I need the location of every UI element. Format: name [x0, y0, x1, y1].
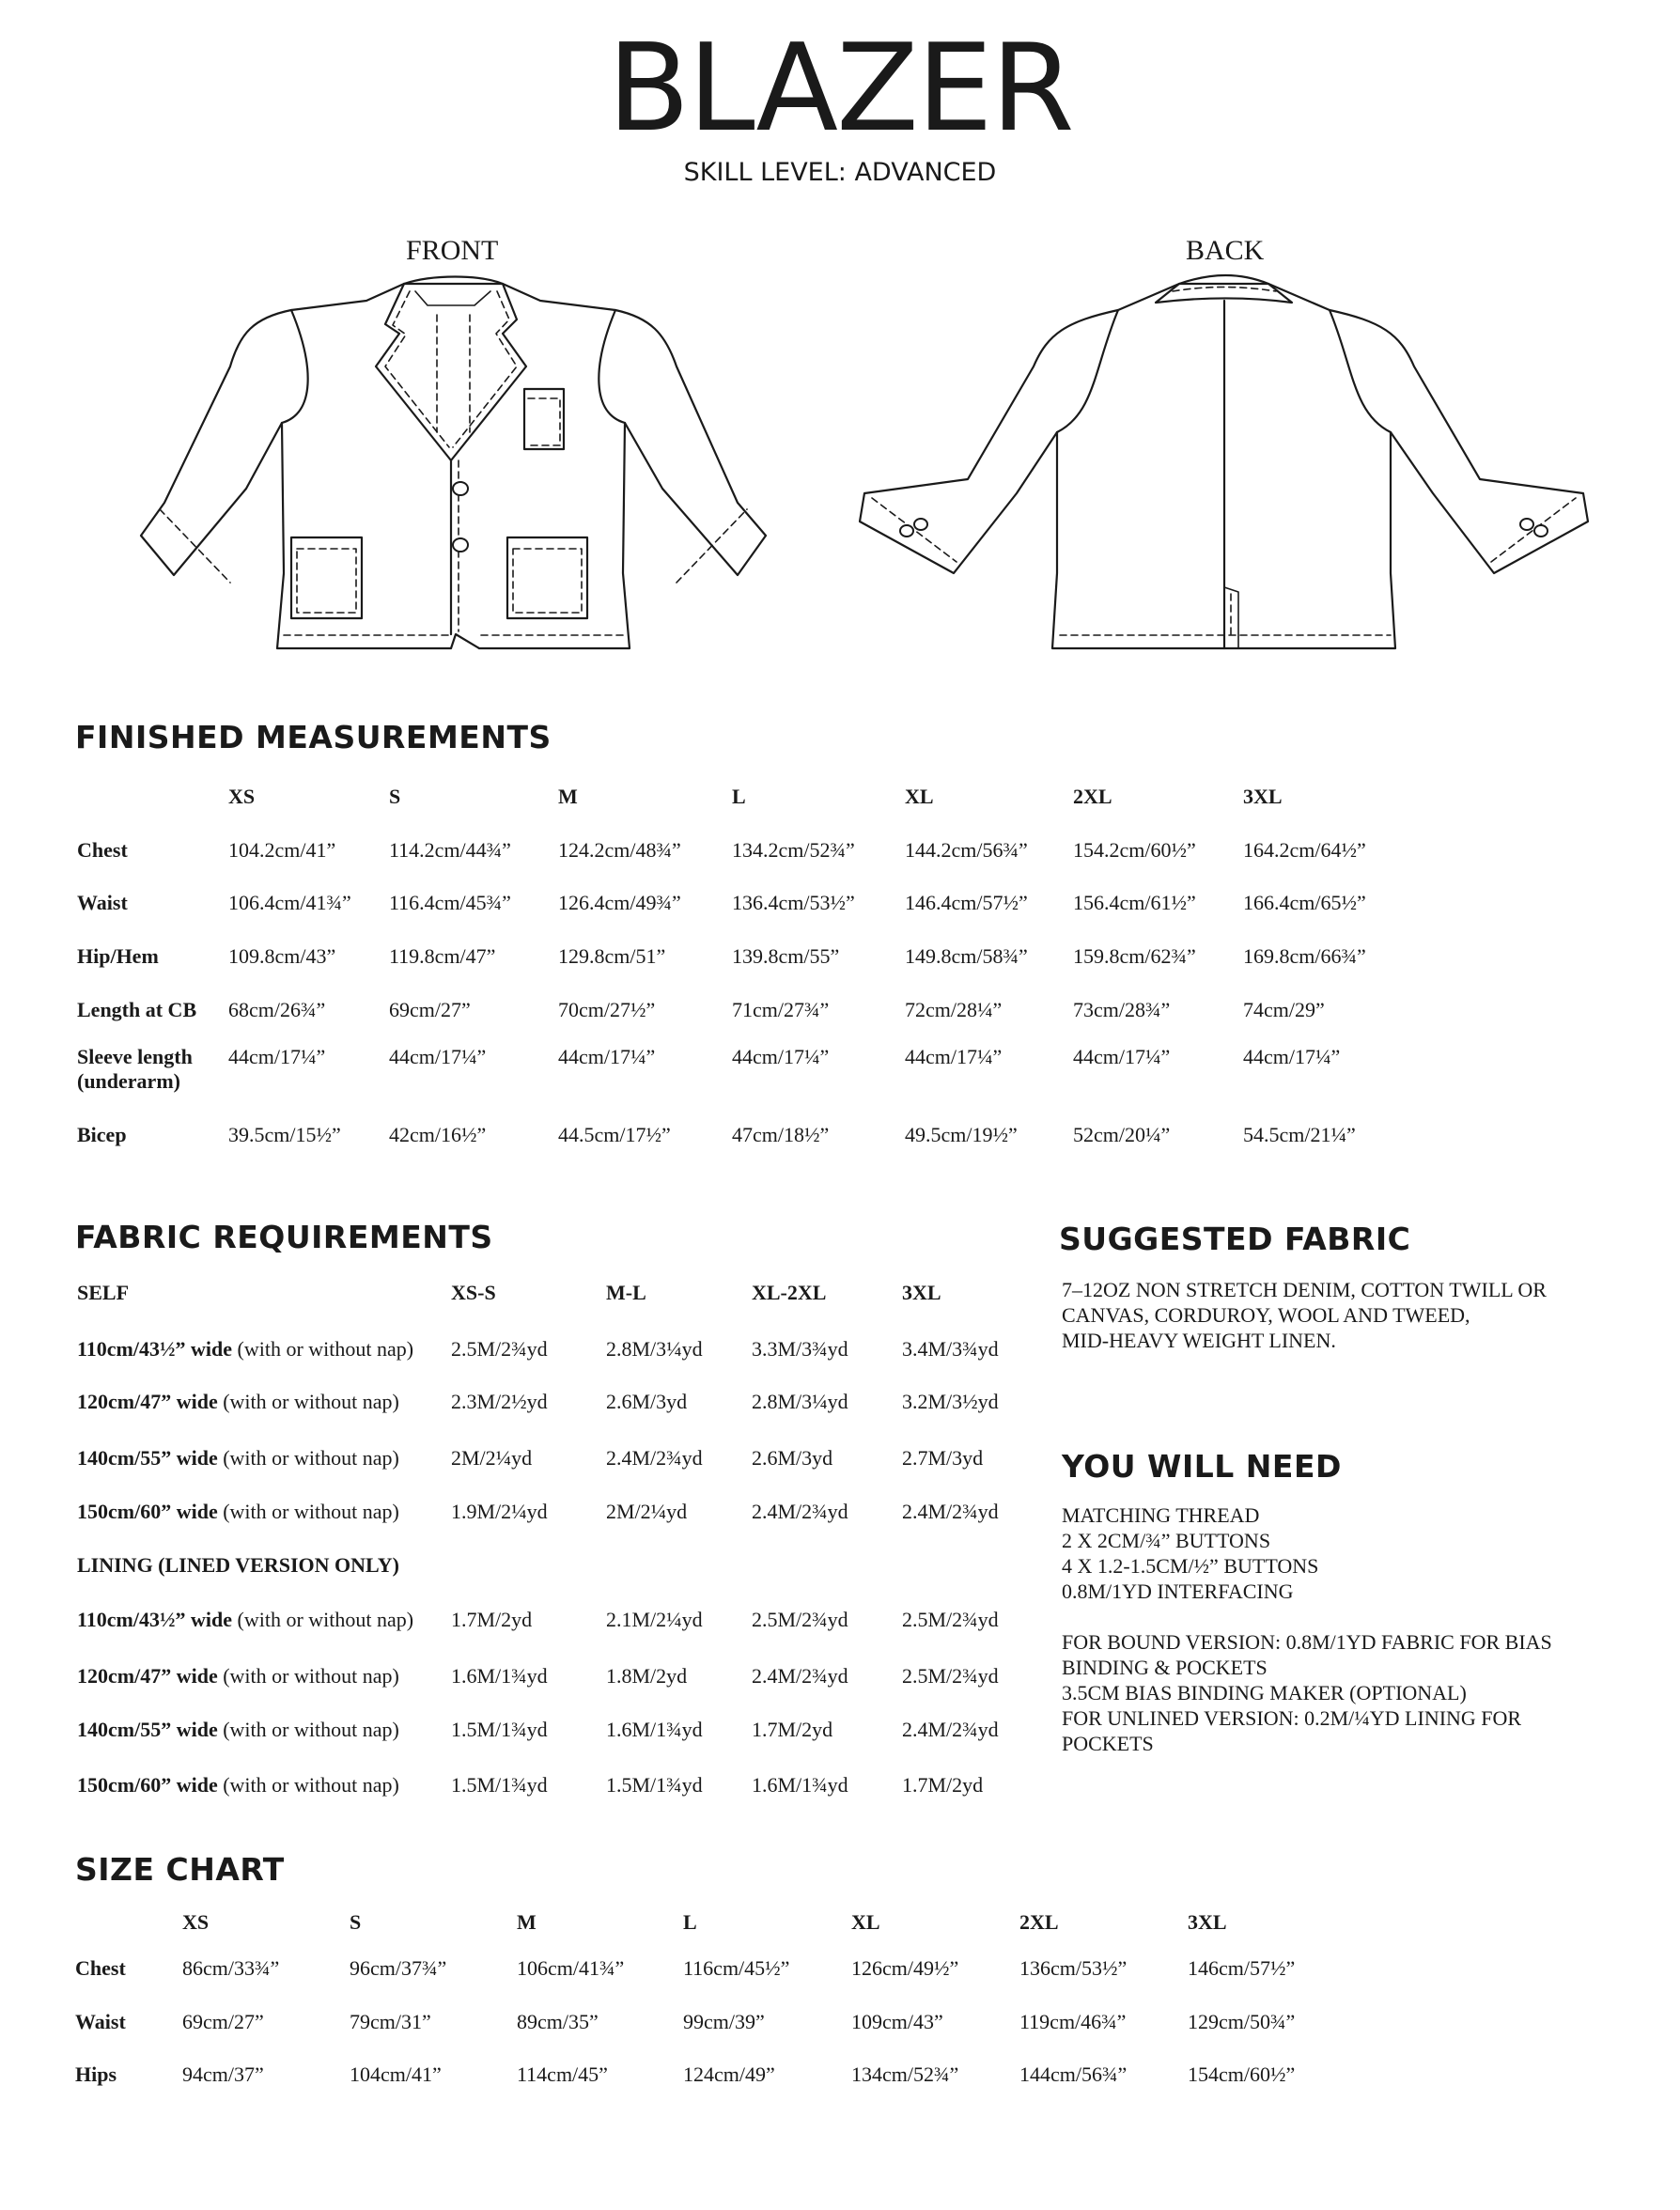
fabric-row-label [77, 1337, 413, 1362]
table-cell: 2.6M/3yd [606, 1390, 688, 1413]
table-cell: 129.8cm/51” [558, 944, 666, 968]
row-label: Hip/Hem [77, 944, 159, 968]
table-cell: 3.3M/3¾yd [752, 1337, 848, 1361]
size-chart-header: 2XL [1019, 1910, 1059, 1934]
fabric-row-label [77, 1664, 399, 1689]
fabric-size-header: XL-2XL [752, 1281, 827, 1304]
table-cell: 70cm/27½” [558, 998, 656, 1021]
table-cell: 42cm/16½” [389, 1123, 487, 1146]
table-cell: 154cm/60½” [1188, 2062, 1296, 2086]
table-cell: 44cm/17¼” [228, 1045, 326, 1068]
fabric-size-header: M-L [606, 1281, 646, 1304]
table-cell: 136cm/53½” [1019, 1956, 1128, 1980]
table-cell: 1.5M/1¾yd [606, 1773, 703, 1797]
table-cell: 2.4M/2¾yd [752, 1500, 848, 1523]
finished-measurements-heading: FINISHED MEASUREMENTS [75, 719, 552, 755]
nap-note: (with or without nap) [223, 1664, 399, 1688]
you-will-need-text: MATCHING THREAD 2 X 2CM/¾” BUTTONS 4 X 1.2-1.5CM/½” BUTTONS 0.8M/1YD INTERFACING FOR BOUND VERSION: 0.8M/1YD FABRIC FOR BIAS BINDING & POCKETS 3.5CM BIAS BINDING MAKER (OPTIONAL) FOR UNLINED VERSION: 0.2M/¼YD LINING FOR POCKETS [1062, 1503, 1552, 1755]
table-cell: 114.2cm/44¾” [389, 838, 511, 862]
fabric-width: 110cm/43½” wide [77, 1608, 232, 1631]
page-title: BLAZER [607, 19, 1073, 159]
row-label: Bicep [77, 1123, 127, 1146]
nap-note: (with or without nap) [223, 1718, 399, 1741]
back-view-label: BACK [1186, 235, 1265, 266]
fabric-width: 140cm/55” wide [77, 1446, 218, 1470]
table-cell: 44.5cm/17½” [558, 1123, 671, 1146]
table-cell: 2.4M/2¾yd [606, 1446, 703, 1470]
row-label: Length at CB [77, 998, 197, 1021]
table-cell: 44cm/17¼” [389, 1045, 487, 1068]
front-view-label: FRONT [406, 235, 499, 266]
fabric-row-label [77, 1718, 399, 1742]
table-cell: 156.4cm/61½” [1073, 891, 1196, 914]
table-cell: 164.2cm/64½” [1243, 838, 1366, 862]
table-cell: 2.5M/2¾yd [752, 1608, 848, 1631]
nap-note: (with or without nap) [223, 1446, 399, 1470]
size-chart-header: XS [182, 1910, 210, 1934]
table-cell: 134.2cm/52¾” [732, 838, 855, 862]
table-cell: 1.7M/2yd [451, 1608, 533, 1631]
table-cell: 74cm/29” [1243, 998, 1325, 1021]
row-label: Hips [75, 2062, 117, 2086]
table-cell: 126cm/49½” [851, 1956, 959, 1980]
nap-note: (with or without nap) [223, 1773, 399, 1797]
table-cell: 3.2M/3½yd [902, 1390, 999, 1413]
table-cell: 134cm/52¾” [851, 2062, 959, 2086]
fabric-row-label [77, 1500, 399, 1524]
lining-label: LINING (LINED VERSION ONLY) [77, 1553, 399, 1577]
fabric-width: 110cm/43½” wide [77, 1337, 232, 1361]
fabric-width: 150cm/60” wide [77, 1773, 218, 1797]
table-cell: 2.8M/3¼yd [606, 1337, 703, 1361]
fabric-row-label [77, 1608, 413, 1632]
size-chart-header: XL [851, 1910, 880, 1934]
front-view-drawing [75, 263, 846, 677]
fabric-requirements-heading: FABRIC REQUIREMENTS [75, 1219, 493, 1255]
table-cell: 144.2cm/56¾” [905, 838, 1028, 862]
fabric-row-label [77, 1446, 399, 1471]
table-cell: 2.5M/2¾yd [902, 1664, 999, 1688]
row-label: Waist [75, 2010, 126, 2033]
fabric-width: 140cm/55” wide [77, 1718, 218, 1741]
table-cell: 1.7M/2yd [752, 1718, 833, 1741]
table-cell: 124cm/49” [683, 2062, 775, 2086]
size-chart-header: M [517, 1910, 537, 1934]
fabric-row-label [77, 1773, 399, 1798]
row-label: Sleeve length (underarm) [77, 1045, 193, 1093]
table-cell: 1.9M/2¼yd [451, 1500, 548, 1523]
table-cell: 44cm/17¼” [905, 1045, 1003, 1068]
table-cell: 109.8cm/43” [228, 944, 336, 968]
table-cell: 68cm/26¾” [228, 998, 326, 1021]
table-cell: 3.4M/3¾yd [902, 1337, 999, 1361]
table-cell: 106.4cm/41¾” [228, 891, 351, 914]
suggested-fabric-text: 7–12OZ NON STRETCH DENIM, COTTON TWILL OR CANVAS, CORDUROY, WOOL AND TWEED, MID-HEAVY WEIGHT LINEN. [1062, 1278, 1547, 1352]
table-cell: 71cm/27¾” [732, 998, 830, 1021]
fabric-width: 120cm/47” wide [77, 1390, 218, 1413]
table-cell: 116cm/45½” [683, 1956, 790, 1980]
table-cell: 54.5cm/21¼” [1243, 1123, 1356, 1146]
table-cell: 119cm/46¾” [1019, 2010, 1127, 2033]
table-cell: 39.5cm/15½” [228, 1123, 341, 1146]
table-cell: 99cm/39” [683, 2010, 765, 2033]
fabric-width: 120cm/47” wide [77, 1664, 218, 1688]
table-cell: 1.7M/2yd [902, 1773, 984, 1797]
size-chart-header: 3XL [1188, 1910, 1227, 1934]
table-cell: 104cm/41” [350, 2062, 442, 2086]
size-chart-heading: SIZE CHART [75, 1851, 285, 1888]
table-cell: 166.4cm/65½” [1243, 891, 1366, 914]
table-cell: 2.8M/3¼yd [752, 1390, 848, 1413]
table-cell: 109cm/43” [851, 2010, 943, 2033]
table-cell: 146cm/57½” [1188, 1956, 1296, 1980]
table-cell: 44cm/17¼” [1073, 1045, 1171, 1068]
table-cell: 1.6M/1¾yd [451, 1664, 548, 1688]
table-cell: 2.4M/2¾yd [902, 1500, 999, 1523]
table-cell: 124.2cm/48¾” [558, 838, 681, 862]
finished-size-header: M [558, 785, 578, 808]
nap-note: (with or without nap) [223, 1500, 399, 1523]
finished-size-header: XL [905, 785, 934, 808]
table-cell: 1.5M/1¾yd [451, 1718, 548, 1741]
nap-note: (with or without nap) [223, 1390, 399, 1413]
nap-note: (with or without nap) [237, 1337, 414, 1361]
table-cell: 44cm/17¼” [558, 1045, 656, 1068]
table-cell: 106cm/41¾” [517, 1956, 625, 1980]
table-cell: 69cm/27” [389, 998, 471, 1021]
fabric-row-label [77, 1390, 399, 1414]
table-cell: 2M/2¼yd [451, 1446, 533, 1470]
table-cell: 2.5M/2¾yd [902, 1608, 999, 1631]
table-cell: 119.8cm/47” [389, 944, 496, 968]
table-cell: 2M/2¼yd [606, 1500, 688, 1523]
size-chart-header: S [350, 1910, 362, 1934]
you-will-need-heading: YOU WILL NEED [1062, 1448, 1342, 1485]
table-cell: 1.5M/1¾yd [451, 1773, 548, 1797]
table-cell: 159.8cm/62¾” [1073, 944, 1196, 968]
table-cell: 139.8cm/55” [732, 944, 840, 968]
suggested-fabric-heading: SUGGESTED FABRIC [1059, 1221, 1411, 1257]
table-cell: 73cm/28¾” [1073, 998, 1171, 1021]
table-cell: 2.4M/2¾yd [752, 1664, 848, 1688]
finished-size-header: 2XL [1073, 785, 1112, 808]
self-label: SELF [77, 1281, 130, 1304]
row-label: Waist [77, 891, 128, 914]
table-cell: 94cm/37” [182, 2062, 264, 2086]
table-cell: 47cm/18½” [732, 1123, 830, 1146]
finished-size-header: L [732, 785, 746, 808]
table-cell: 96cm/37¾” [350, 1956, 447, 1980]
table-cell: 154.2cm/60½” [1073, 838, 1196, 862]
size-chart-header: L [683, 1910, 697, 1934]
table-cell: 149.8cm/58¾” [905, 944, 1028, 968]
table-cell: 79cm/31” [350, 2010, 431, 2033]
table-cell: 144cm/56¾” [1019, 2062, 1128, 2086]
finished-size-header: S [389, 785, 401, 808]
table-cell: 2.3M/2½yd [451, 1390, 548, 1413]
table-cell: 116.4cm/45¾” [389, 891, 511, 914]
table-cell: 69cm/27” [182, 2010, 264, 2033]
table-cell: 44cm/17¼” [1243, 1045, 1341, 1068]
finished-size-header: 3XL [1243, 785, 1283, 808]
table-cell: 1.6M/1¾yd [752, 1773, 848, 1797]
table-cell: 104.2cm/41” [228, 838, 336, 862]
table-cell: 114cm/45” [517, 2062, 608, 2086]
table-cell: 89cm/35” [517, 2010, 599, 2033]
fabric-width: 150cm/60” wide [77, 1500, 218, 1523]
table-cell: 49.5cm/19½” [905, 1123, 1018, 1146]
table-cell: 126.4cm/49¾” [558, 891, 681, 914]
nap-note: (with or without nap) [237, 1608, 414, 1631]
table-cell: 52cm/20¼” [1073, 1123, 1171, 1146]
table-cell: 2.7M/3yd [902, 1446, 984, 1470]
skill-level: SKILL LEVEL: ADVANCED [683, 158, 997, 187]
table-cell: 44cm/17¼” [732, 1045, 830, 1068]
table-cell: 2.6M/3yd [752, 1446, 833, 1470]
back-view-drawing [846, 263, 1616, 677]
table-cell: 2.1M/2¼yd [606, 1608, 703, 1631]
table-cell: 1.8M/2yd [606, 1664, 688, 1688]
row-label: Chest [77, 838, 128, 862]
fabric-size-header: XS-S [451, 1281, 496, 1304]
finished-size-header: XS [228, 785, 256, 808]
table-cell: 169.8cm/66¾” [1243, 944, 1366, 968]
table-cell: 129cm/50¾” [1188, 2010, 1296, 2033]
table-cell: 86cm/33¾” [182, 1956, 280, 1980]
table-cell: 146.4cm/57½” [905, 891, 1028, 914]
fabric-size-header: 3XL [902, 1281, 941, 1304]
row-label: Chest [75, 1956, 126, 1980]
table-cell: 72cm/28¼” [905, 998, 1003, 1021]
table-cell: 136.4cm/53½” [732, 891, 855, 914]
table-cell: 1.6M/1¾yd [606, 1718, 703, 1741]
table-cell: 2.4M/2¾yd [902, 1718, 999, 1741]
table-cell: 2.5M/2¾yd [451, 1337, 548, 1361]
